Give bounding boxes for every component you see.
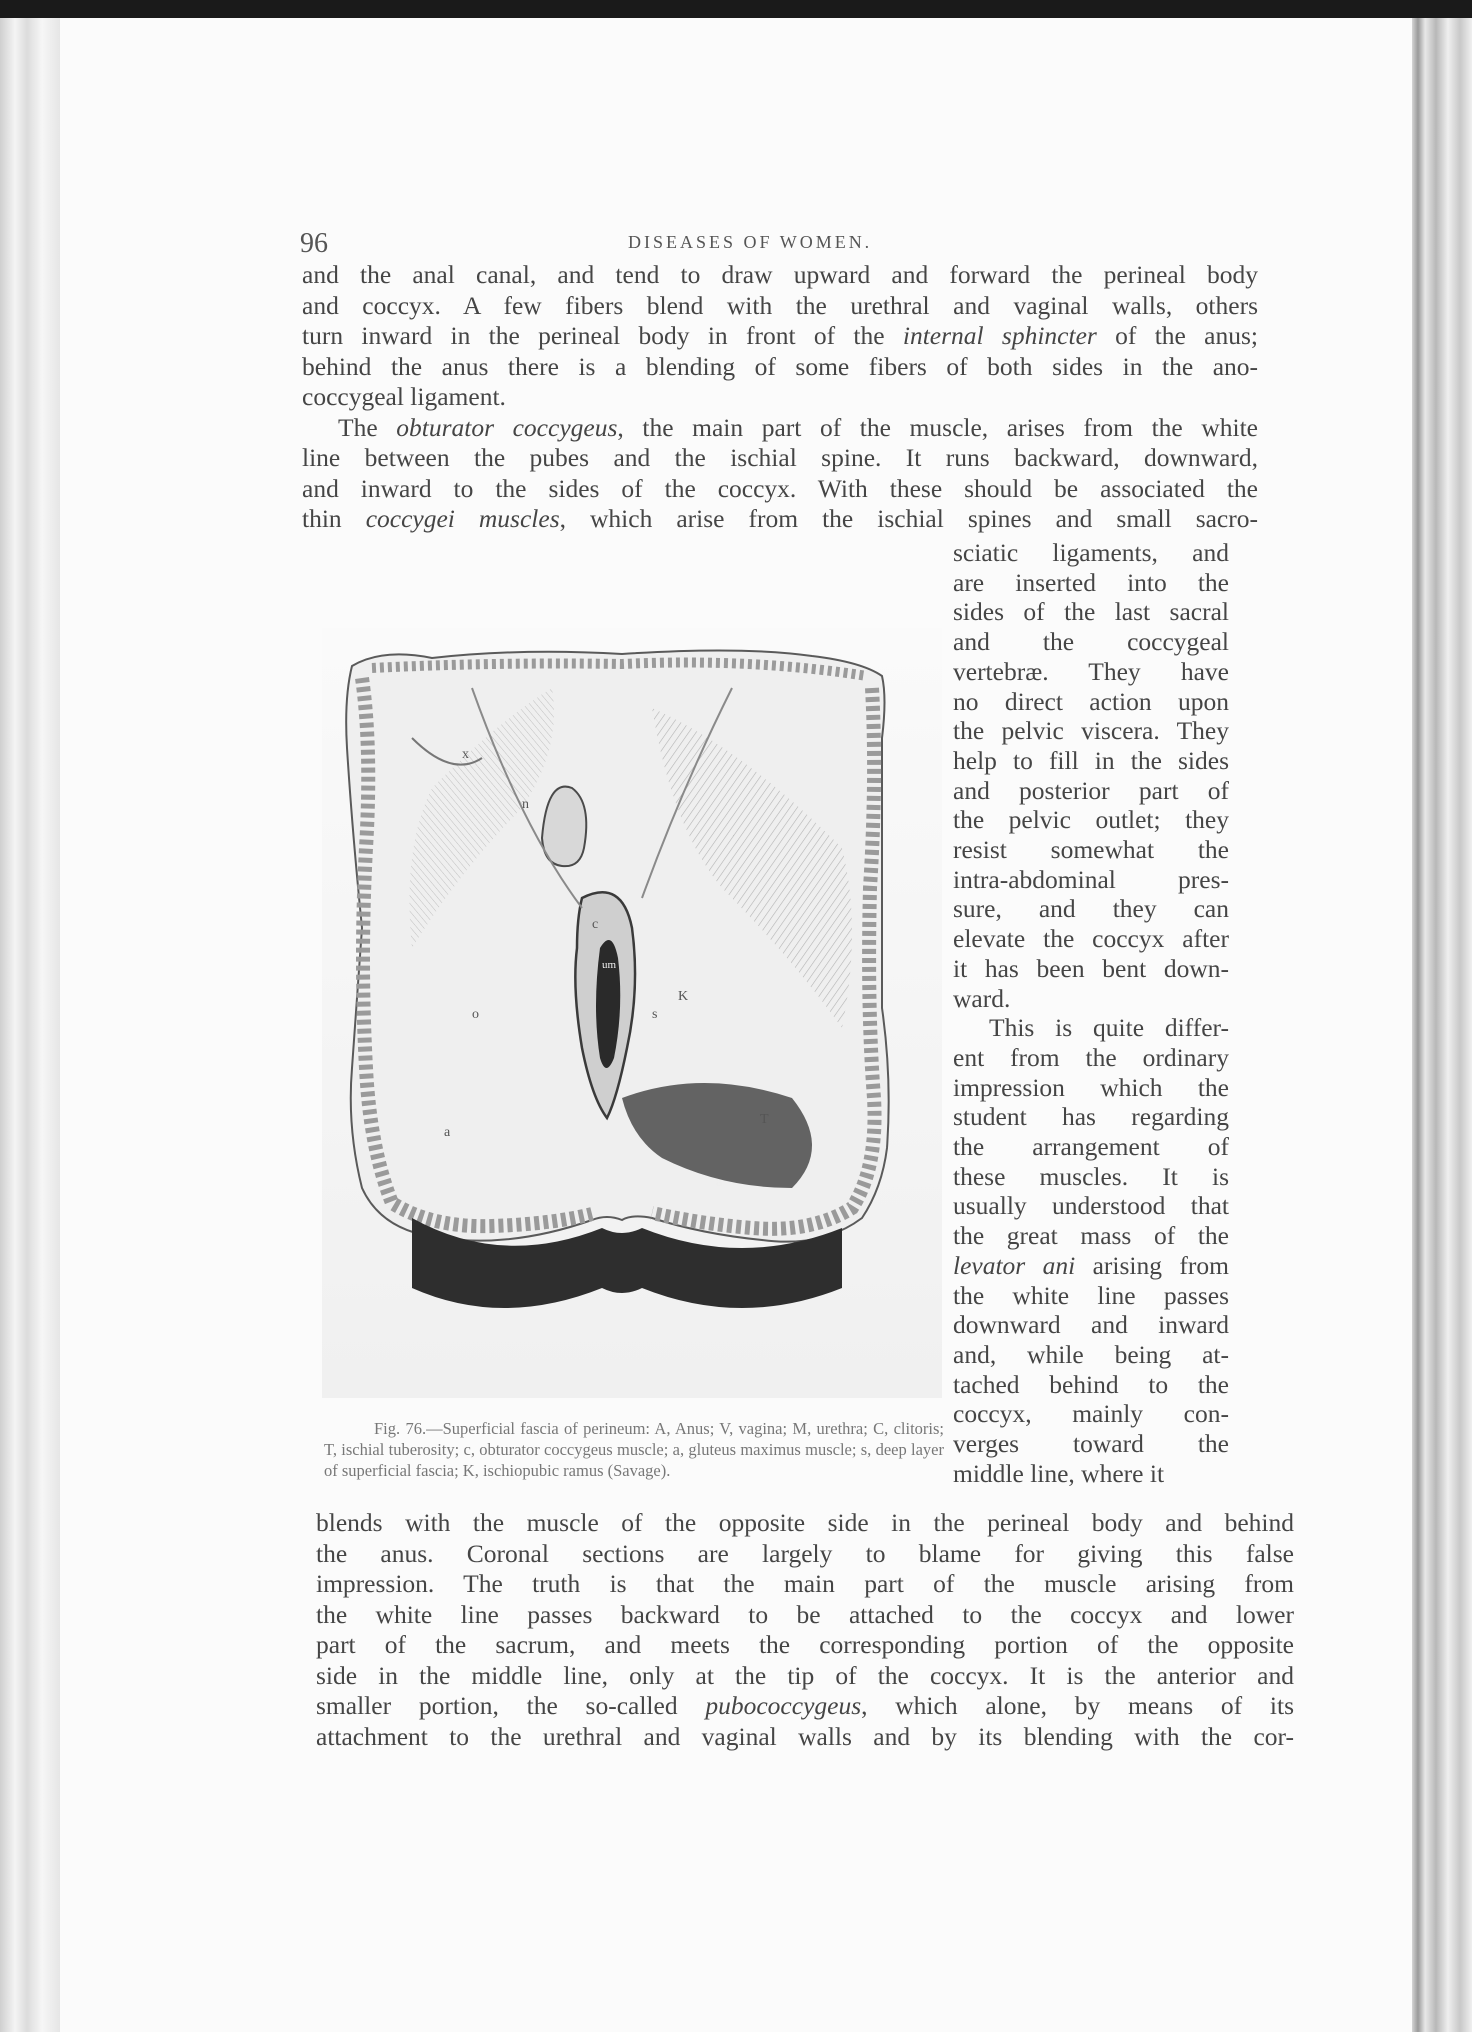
text-side-line: [953, 746, 1229, 776]
text-run: these muscles. It is: [953, 1161, 1229, 1191]
text-side-line: [953, 1162, 1229, 1192]
text-run: sure, and they can: [953, 894, 1229, 924]
text-run: coccyx, mainly con-: [953, 1399, 1229, 1429]
running-head: [60, 208, 1412, 259]
text-run: The: [338, 412, 397, 442]
text-run: intra-abdominal pres-: [953, 864, 1229, 894]
text-run: coccygeal ligament.: [302, 382, 506, 411]
text-top-line: [302, 260, 1258, 290]
italic-term: pubococcygeus: [705, 1691, 862, 1720]
text-run: sides of the last sacral: [953, 597, 1229, 627]
text-run: sciatic ligaments, and: [953, 538, 1229, 567]
text-side-line: [953, 984, 1229, 1014]
text-side-line: [953, 954, 1229, 984]
text-run: and inward to the sides of the coccyx. With these should be associated the: [302, 473, 1258, 503]
italic-term: obturator coccygeus: [396, 412, 618, 442]
text-bottom-line: [316, 1722, 1294, 1752]
text-top-line: [302, 413, 1258, 443]
text-run: middle line, where it: [953, 1458, 1165, 1488]
text-run: This is quite differ-: [989, 1013, 1229, 1043]
book-edge-left: [0, 18, 60, 2032]
text-run: the white line passes backward to be attached to the coccyx and lower: [316, 1599, 1294, 1629]
fig-label-a-right: a: [716, 1175, 723, 1190]
text-side-line: [953, 538, 1229, 568]
text-run: help to fill in the sides: [953, 745, 1229, 775]
text-top-line: [302, 352, 1258, 382]
italic-term: internal sphincter: [902, 321, 1097, 350]
italic-term: coccygei muscles: [365, 504, 560, 533]
text-run: vertebræ. They have: [953, 656, 1229, 686]
fig-label-o: o: [472, 1007, 479, 1022]
text-side-line: [953, 1281, 1229, 1311]
text-bottom-line: [316, 1661, 1294, 1691]
text-run: line between the pubes and the ischial spine. It runs backward, downward,: [302, 443, 1258, 472]
running-title: DISEASES OF WOMEN.: [628, 232, 873, 252]
text-run: the pelvic viscera. They: [953, 716, 1229, 746]
fig-label-n: n: [522, 797, 529, 812]
text-run: elevate the coccyx after: [953, 924, 1229, 954]
text-run: of the anus;: [1096, 321, 1258, 350]
text-run: ward.: [953, 983, 1011, 1013]
text-run: the arrangement of: [953, 1132, 1229, 1161]
text-side-line: [953, 1340, 1229, 1370]
fig-label-s: s: [652, 1007, 658, 1022]
fig-label-x: x: [462, 747, 469, 762]
text-side-line: [953, 568, 1229, 598]
text-side-line: [953, 627, 1229, 657]
text-bottom-line: [316, 1569, 1294, 1599]
text-run: downward and inward: [953, 1310, 1229, 1340]
text-run: behind the anus there is a blending of some fibers of both sides in the ano-: [302, 351, 1258, 381]
page-number: 96: [300, 228, 328, 259]
text-run: usually understood that: [953, 1191, 1229, 1221]
text-run: smaller portion, the so-called: [316, 1691, 706, 1720]
text-side-line: [953, 1399, 1229, 1429]
text-run: the anus. Coronal sections are largely to blame for giving this false: [316, 1538, 1294, 1568]
perineum-illustration: [322, 628, 942, 1398]
text-top-line: [302, 321, 1258, 351]
text-run: thin: [302, 504, 366, 533]
text-run: arising from: [1075, 1250, 1229, 1280]
fig-label-K: K: [678, 989, 689, 1004]
text-side-line: [953, 835, 1229, 865]
text-side-line: [953, 894, 1229, 924]
text-side-line: [953, 1013, 1229, 1043]
figure-caption: Fig. 76.—Superficial fascia of perineum: A, Anus; V, vagina; M, urethra; C, clitoris; T, ischial tuberosity; c, obturator coccygeus muscle; a, gluteus maximus muscle; s, deep layer of superficial fascia; K, ischiopubic ramus (Savage).: [324, 1419, 944, 1480]
text-side-line: [953, 1370, 1229, 1400]
text-run: attachment to the urethral and vaginal walls and by its blending with the cor-: [316, 1721, 1294, 1751]
text-run: and coccyx. A few fibers blend with the urethral and vaginal walls, others: [302, 290, 1258, 320]
text-run: turn inward in the perineal body in front of the: [302, 321, 903, 350]
text-side-line: [953, 687, 1229, 717]
text-run: and posterior part of: [953, 775, 1229, 805]
text-run: resist somewhat the: [953, 835, 1229, 864]
text-side-line: [953, 776, 1229, 806]
text-top-line: [302, 291, 1258, 321]
text-side-line: [953, 1459, 1229, 1489]
text-side-line: [953, 1043, 1229, 1073]
text-side-line: [953, 1429, 1229, 1459]
text-run: part of the sacrum, and meets the corresponding portion of the opposite: [316, 1630, 1294, 1659]
text-bottom-line: [316, 1539, 1294, 1569]
text-run: are inserted into the: [953, 567, 1229, 597]
text-run: and the anal canal, and tend to draw upward and forward the perineal body: [302, 260, 1258, 289]
anatomical-figure: [322, 628, 942, 1398]
text-side-line: [953, 865, 1229, 895]
fig-label-c: c: [592, 917, 599, 932]
text-run: , which arise from the ischial spines and small sacro-: [559, 504, 1258, 533]
text-run: and, while being at-: [953, 1339, 1229, 1369]
text-run: and the coccygeal: [953, 627, 1229, 657]
text-side-line: [953, 805, 1229, 835]
text-run: side in the middle line, only at the tip of the coccyx. It is the anterior and: [316, 1660, 1294, 1690]
text-run: verges toward the: [953, 1429, 1229, 1458]
book-edge-right: [1412, 18, 1472, 2032]
text-run: blends with the muscle of the opposite side in the perineal body and behind: [316, 1508, 1294, 1537]
text-run: the pelvic outlet; they: [953, 805, 1229, 835]
text-side-line: [953, 1073, 1229, 1103]
text-run: it has been bent down-: [953, 953, 1229, 983]
text-side-line: [953, 1251, 1229, 1281]
text-run: no direct action upon: [953, 686, 1229, 716]
text-bottom-line: [316, 1508, 1294, 1538]
text-side-line: [953, 1310, 1229, 1340]
text-side-line: [953, 657, 1229, 687]
text-side-line: [953, 1102, 1229, 1132]
text-run: student has regarding: [953, 1102, 1229, 1132]
text-top-line: [302, 382, 1258, 412]
text-side-line: [953, 1191, 1229, 1221]
text-side-line: [953, 1132, 1229, 1162]
text-run: impression. The truth is that the main part of the muscle arising from: [316, 1569, 1294, 1598]
text-run: , which alone, by means of its: [861, 1691, 1294, 1720]
text-top-line: [302, 443, 1258, 473]
text-run: impression which the: [953, 1072, 1229, 1102]
book-page: [60, 18, 1412, 2032]
text-run: , the main part of the muscle, arises from the white: [617, 412, 1258, 442]
text-side-line: [953, 597, 1229, 627]
fig-label-um: um: [602, 959, 617, 971]
text-side-line: [953, 1221, 1229, 1251]
text-run: the great mass of the: [953, 1221, 1229, 1251]
text-top-line: [302, 504, 1258, 534]
text-bottom-line: [316, 1600, 1294, 1630]
text-top-line: [302, 474, 1258, 504]
text-bottom-line: [316, 1630, 1294, 1660]
fig-label-T: T: [760, 1112, 769, 1127]
text-bottom-line: [316, 1691, 1294, 1721]
text-side-line: [953, 716, 1229, 746]
text-run: the white line passes: [953, 1280, 1229, 1310]
text-side-line: [953, 924, 1229, 954]
top-bar: [0, 0, 1472, 18]
text-run: ent from the ordinary: [953, 1042, 1229, 1072]
text-run: tached behind to the: [953, 1369, 1229, 1399]
fig-label-a-left: a: [444, 1125, 451, 1140]
italic-term: levator ani: [953, 1250, 1076, 1280]
